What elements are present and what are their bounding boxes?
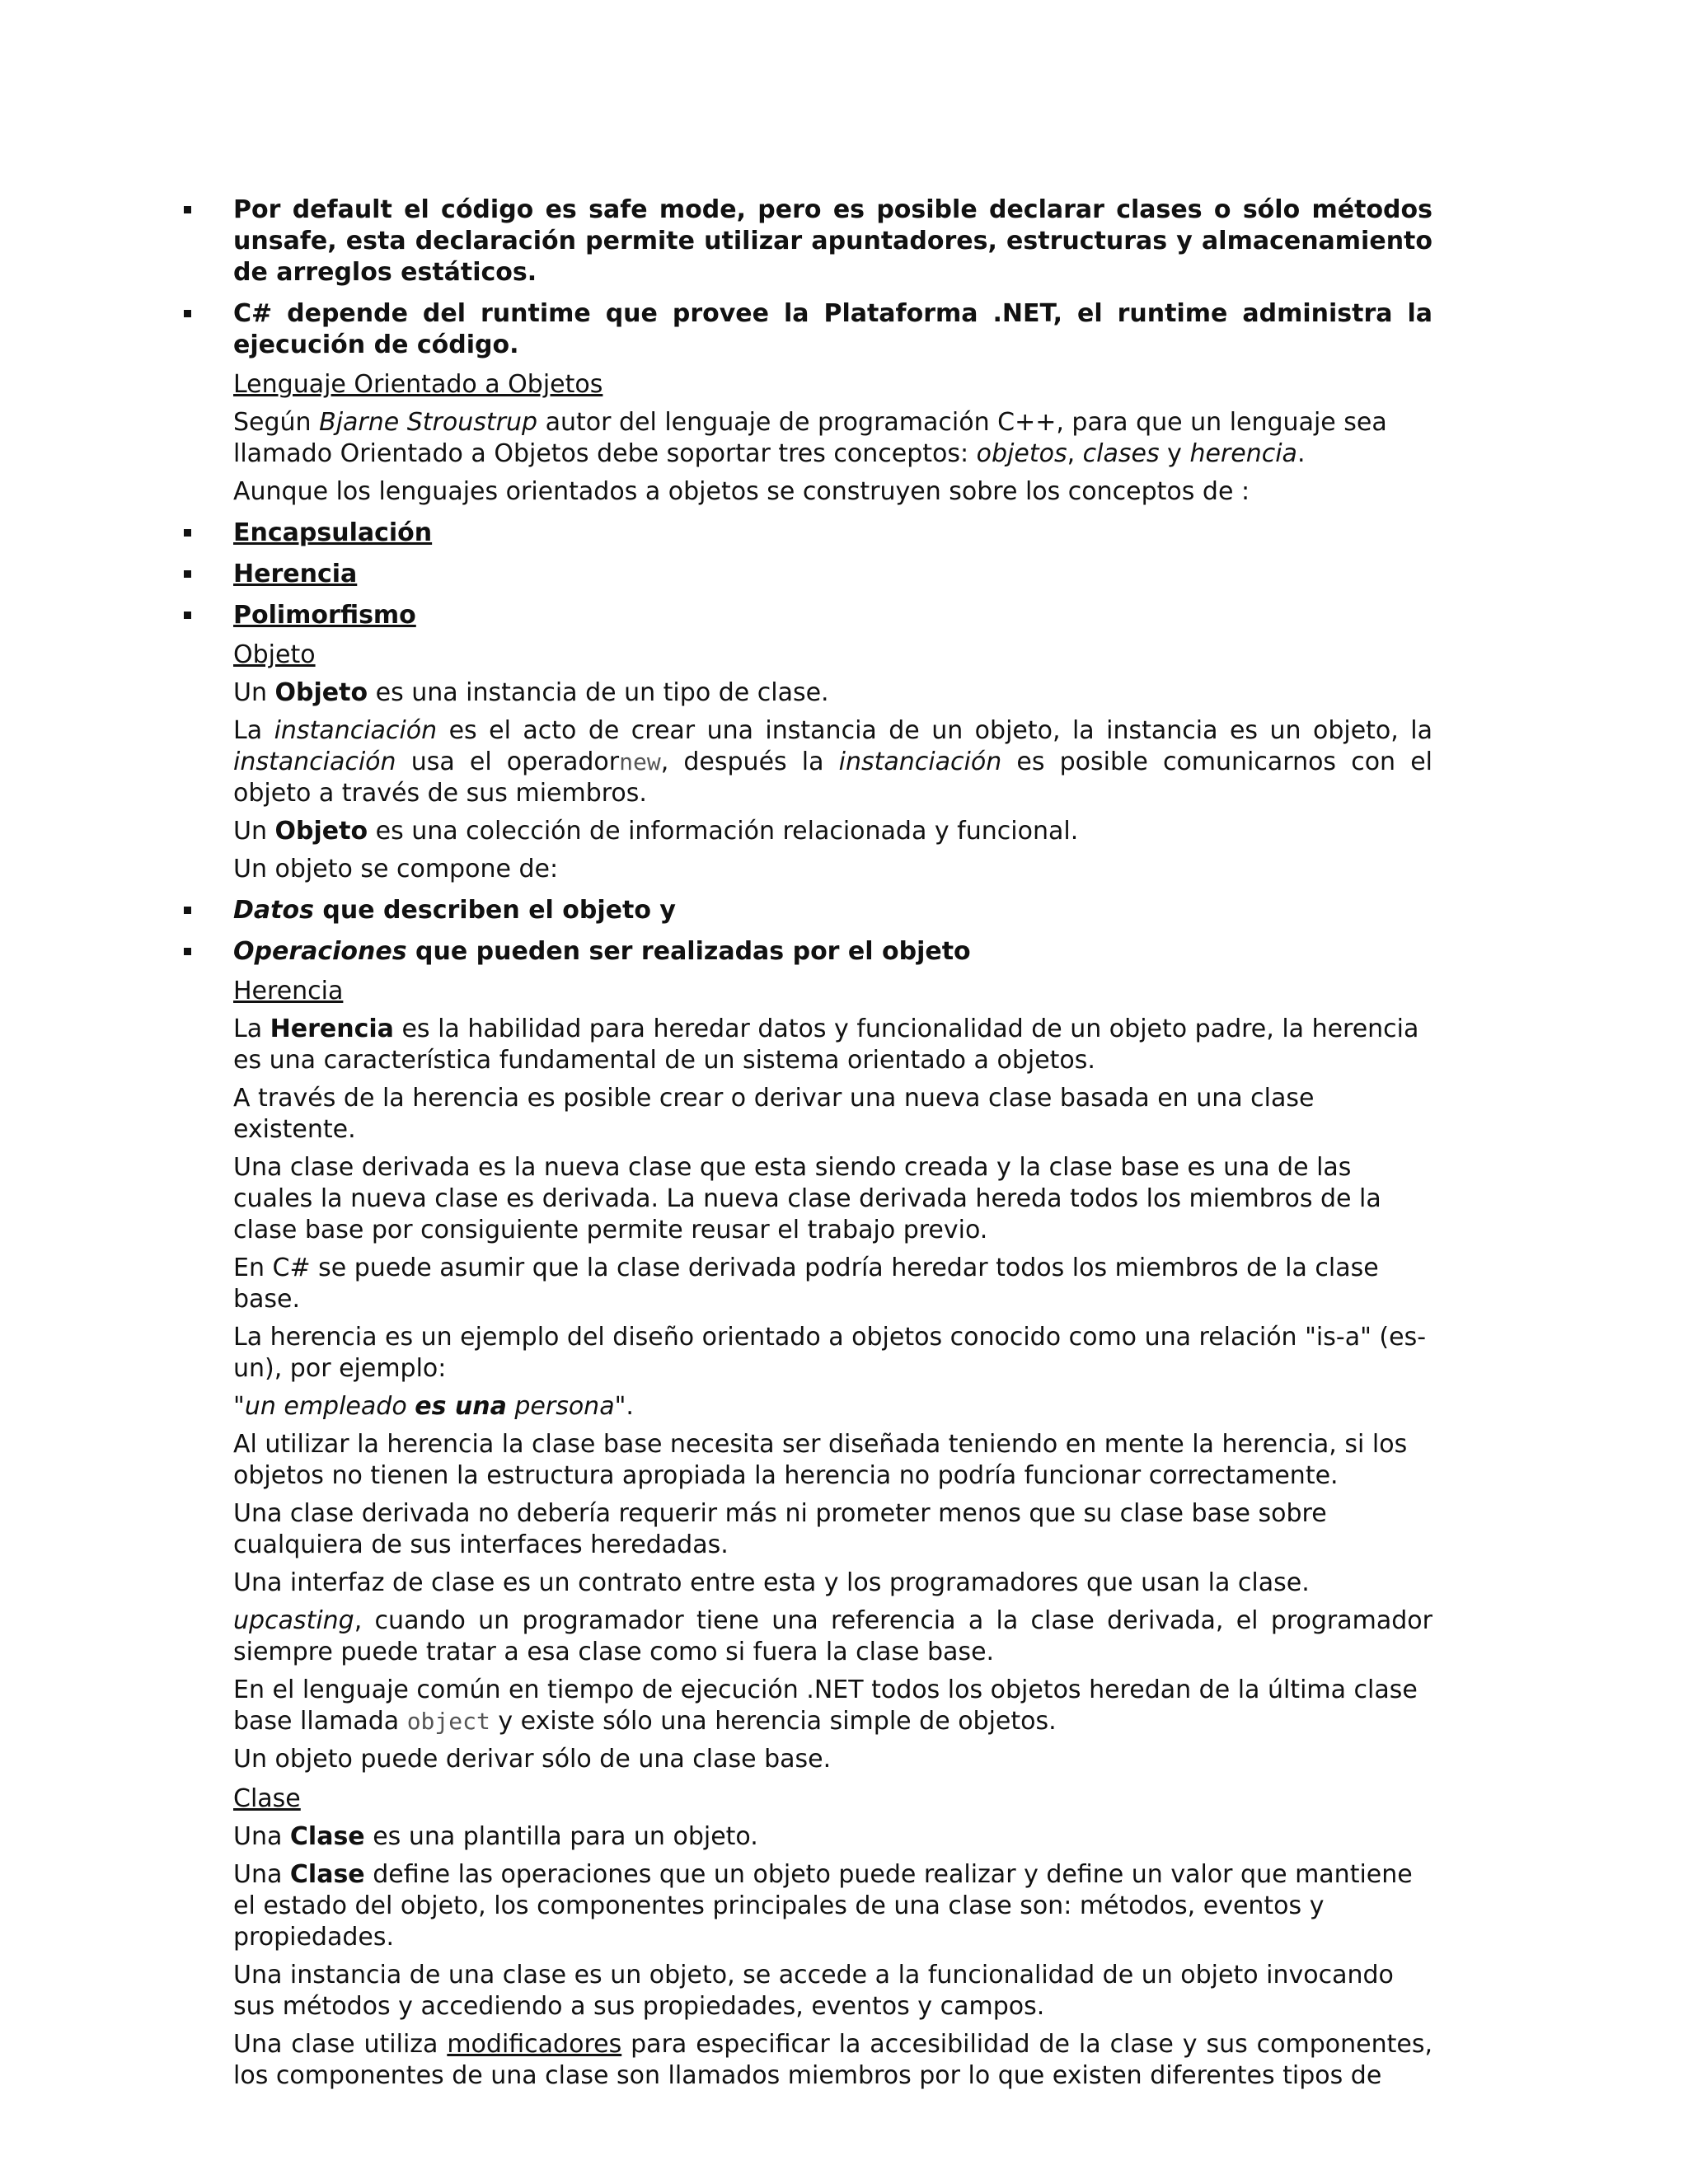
paragraph	[233, 1675, 1432, 1737]
italic-term: un empleado	[244, 1392, 415, 1421]
bullet-text	[233, 936, 1432, 968]
text-run: es posible comunicarnos con el objeto a través de sus miembros.	[233, 748, 1433, 808]
bullet-item	[233, 298, 1432, 361]
text-run: Un	[233, 678, 275, 707]
text-run: para especificar la accesibilidad de la clase y sus componentes, los componentes de una clase son llamados miembros por lo que existen diferentes tipos de	[233, 2030, 1432, 2090]
text-run: es el acto de crear una instancia de un objeto, la instancia es un objeto, la	[437, 716, 1432, 745]
bullet-square-icon	[184, 529, 191, 537]
section-heading-objeto: Objeto	[233, 640, 316, 669]
term-clases: clases	[1082, 439, 1160, 468]
text-run: Una	[233, 1860, 290, 1889]
bullet-text: C# depende del runtime que provee la Plataforma .NET, el runtime administra la ejecución de código.	[233, 299, 1432, 359]
bold-term: Objeto	[274, 817, 368, 846]
concept-polimorfismo: Polimorfismo	[233, 601, 416, 630]
paragraph: Una instancia de una clase es un objeto, se accede a la funcionalidad de un objeto invocando sus métodos y accediendo a sus propiedades, eventos y campos.	[233, 1961, 1394, 2021]
bold-italic-term: es una	[415, 1392, 507, 1421]
text-run: y	[1159, 439, 1190, 468]
author-name: Bjarne Stroustrup	[319, 408, 538, 437]
bullet-square-icon	[184, 907, 191, 914]
paragraph	[233, 677, 1432, 709]
bullet-square-icon	[184, 612, 191, 619]
italic-term: instanciación	[274, 716, 438, 745]
text-run: es la habilidad para heredar datos y funcionalidad de un objeto padre, la herencia es una característica fundamental de un sistema orientado a objetos.	[233, 1015, 1419, 1075]
italic-term: instanciación	[233, 748, 396, 776]
bullet-item	[233, 895, 1432, 926]
bullet-square-icon	[184, 948, 191, 955]
italic-term: upcasting	[233, 1606, 354, 1635]
bullet-item	[233, 936, 1432, 968]
code-keyword: object	[406, 1708, 490, 1735]
paragraph: Aunque los lenguajes orientados a objetos se construyen sobre los conceptos de :	[233, 477, 1250, 506]
text-run: Según	[233, 408, 320, 437]
text-run: Una clase utiliza	[233, 2030, 448, 2059]
text-run: La	[233, 1015, 270, 1043]
text-run: ,	[1067, 439, 1083, 468]
text-run: es una colección de información relacionada y funcional.	[368, 817, 1079, 846]
section-heading-herencia: Herencia	[233, 977, 344, 1005]
bullet-text: Por default el código es safe mode, pero es posible declarar clases o sólo métodos unsafe, esta declaración permite utilizar apuntadores, estructuras y almacenamiento de arreglos estáticos.	[233, 195, 1432, 287]
bullet-item	[233, 194, 1432, 288]
paragraph: La herencia es un ejemplo del diseño orientado a objetos conocido como una relación "is-a" (es-un), por ejemplo:	[233, 1323, 1427, 1383]
term-herencia: herencia	[1189, 439, 1297, 468]
text-run: que describen el objeto y	[313, 896, 676, 925]
section-heading-clase: Clase	[233, 1784, 301, 1813]
paragraph: Una clase derivada no debería requerir más ni prometer menos que su clase base sobre cualquiera de sus interfaces heredadas.	[233, 1499, 1327, 1559]
code-keyword: new	[619, 748, 661, 776]
text-run: define las operaciones que un objeto puede realizar y define un valor que mantiene el estado del objeto, los componentes principales de una clase son: métodos, eventos y propiedades.	[233, 1860, 1413, 1952]
text-run: .	[1296, 439, 1306, 468]
text-run: "	[233, 1392, 245, 1421]
bullet-square-icon	[184, 310, 191, 317]
paragraph	[233, 1859, 1432, 1953]
bold-term: Clase	[289, 1860, 365, 1889]
italic-term: instanciación	[838, 748, 1002, 776]
paragraph	[233, 1391, 1432, 1422]
text-run: La	[233, 716, 274, 745]
paragraph	[233, 1014, 1432, 1076]
paragraph	[233, 1605, 1432, 1668]
text-run: es una instancia de un tipo de clase.	[368, 678, 829, 707]
italic-term: Datos	[233, 896, 314, 925]
concept-herencia: Herencia	[233, 560, 358, 588]
paragraph: Al utilizar la herencia la clase base necesita ser diseñada teniendo en mente la herencia, si los objetos no tienen la estructura apropiada la herencia no podría funcionar correctamente.	[233, 1430, 1408, 1490]
text-run: es una plantilla para un objeto.	[364, 1822, 758, 1851]
text-run: ".	[614, 1392, 634, 1421]
bold-term: Herencia	[270, 1015, 394, 1043]
paragraph: Una interfaz de clase es un contrato entre esta y los programadores que usan la clase.	[233, 1568, 1310, 1597]
bullet-text	[233, 895, 1432, 926]
paragraph: En C# se puede asumir que la clase derivada podría heredar todos los miembros de la clase base.	[233, 1254, 1379, 1314]
paragraph: Un objeto puede derivar sólo de una clase base.	[233, 1745, 832, 1774]
italic-term: Operaciones	[233, 937, 407, 966]
text-run: En el lenguaje común en tiempo de ejecución .NET todos los objetos heredan de la última clase base llamada	[233, 1675, 1418, 1736]
paragraph: Una clase derivada es la nueva clase que esta siendo creada y la clase base es una de las cuales la nueva clase es derivada. La nueva clase derivada hereda todos los miembros de la clase base por consiguiente permite reusar el trabajo previo.	[233, 1153, 1381, 1244]
paragraph	[233, 1821, 1432, 1853]
concept-encapsulacion: Encapsulación	[233, 518, 433, 547]
text-run: Un	[233, 817, 275, 846]
paragraph: Un objeto se compone de:	[233, 855, 559, 883]
text-run: y existe sólo una herencia simple de objetos.	[490, 1707, 1057, 1736]
bold-term: Objeto	[274, 678, 368, 707]
text-run: autor del lenguaje de programación C++, para que un lenguaje sea llamado Orientado a Objetos debe soportar tres conceptos:	[233, 408, 1387, 468]
term-objetos: objetos	[976, 439, 1067, 468]
bold-term: Clase	[289, 1822, 365, 1851]
text-run: que pueden ser realizadas por el objeto	[406, 937, 971, 966]
paragraph: A través de la herencia es posible crear o derivar una nueva clase basada en una clase existente.	[233, 1084, 1315, 1144]
paragraph	[233, 816, 1432, 847]
page-content	[233, 194, 1432, 2092]
paragraph	[233, 715, 1432, 809]
bullet-item	[233, 559, 1432, 590]
text-run: , después la	[660, 748, 839, 776]
modificadores-link[interactable]: modificadores	[447, 2030, 622, 2059]
bullet-item	[233, 600, 1432, 631]
paragraph	[233, 2029, 1432, 2092]
paragraph	[233, 407, 1432, 470]
text-run: , cuando un programador tiene una referencia a la clase derivada, el programador siempre puede tratar a esa clase como si fuera la clase base.	[233, 1606, 1432, 1666]
bullet-item	[233, 518, 1432, 549]
text-run: usa el operador	[396, 748, 620, 776]
bullet-square-icon	[184, 206, 191, 213]
bullet-square-icon	[184, 570, 191, 578]
text-run: Una	[233, 1822, 290, 1851]
italic-term: persona	[506, 1392, 615, 1421]
section-heading-oop: Lenguaje Orientado a Objetos	[233, 370, 603, 399]
